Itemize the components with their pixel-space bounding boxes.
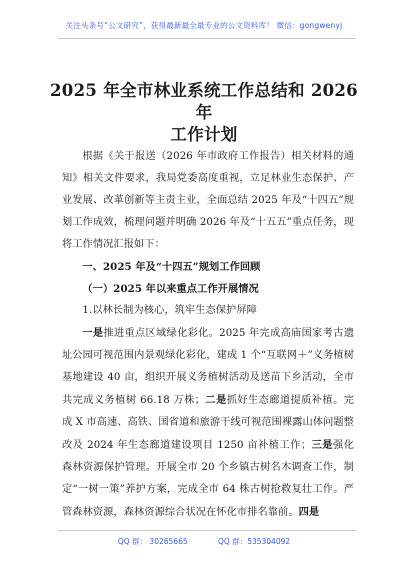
footer-qq-group-1: QQ 群： 30265665: [117, 537, 188, 546]
lead-phrase-1: 一是: [82, 327, 104, 339]
lead-phrase-2: 二是: [205, 394, 227, 406]
lead-phrase-4: 四是: [298, 506, 320, 518]
document-body: [62, 146, 354, 524]
footer-qq-group-2: QQ 群：535304092: [218, 537, 291, 546]
footer-divider: [58, 530, 356, 531]
lead-phrase-3: 三是: [311, 439, 334, 451]
section-heading-2: （一）2025 年以来重点工作开展情况: [82, 283, 259, 295]
paragraph-text-1: 推进重点区域绿化彩化。2025 年完成高庙国家考古遗址公园可视范围内景观绿化彩化，建成 1 个“互联网＋”义务植树基地建设 40 亩，组织开展义务植树活动及送苗下乡活动，全市共完成义务植树 66.18 万株；: [62, 328, 355, 406]
footer: [0, 536, 408, 547]
title-line-2: 工作计划: [170, 125, 238, 144]
header-divider: [58, 38, 356, 39]
intro-paragraph: 根据《关于报送（2026 年市政府工作报告）相关材料的通知》相关文件要求，我局党委高度重视，立足林业生态保护、产业发展、改革创新等主责主业，全面总结 2025 年及“十四五”规划工作成效，梳理问题并明确 2026 年及“十五五”重点任务，现将工作情况汇报如下：: [62, 151, 354, 250]
title-line-1: 2025 年全市林业系统工作总结和 2026 年: [50, 81, 358, 122]
paragraph-text-3: 强化森林资源保护管理。开展全市 20 个乡镇古树名木调查工作，制定“一树一策”养护方案，完成全市 64 株古树抢救复壮工作。严管森林资源，森林资源综合状况在怀化市排名靠前。: [62, 440, 355, 518]
body-paragraph: [62, 322, 354, 524]
header-promo-note: 关注头条号“公文研究”，获得最新最全最专业的公文资料库！ 微信：gongwenyj: [65, 21, 343, 30]
section-heading-1: 一、2025 年及“十四五”规划工作回顾: [82, 261, 261, 273]
document-title: [40, 80, 368, 146]
section-heading-3: 1.以林长制为核心，筑牢生态保护屏障: [82, 305, 257, 316]
paragraph-text-2: 抓好生态廊道提质补植。完成 X 市高速、高铁、国省道和旅游干线可视范围裸露山体问题整改及 2024 年生态廊道建设项目 1250 亩补植工作；: [62, 395, 355, 451]
